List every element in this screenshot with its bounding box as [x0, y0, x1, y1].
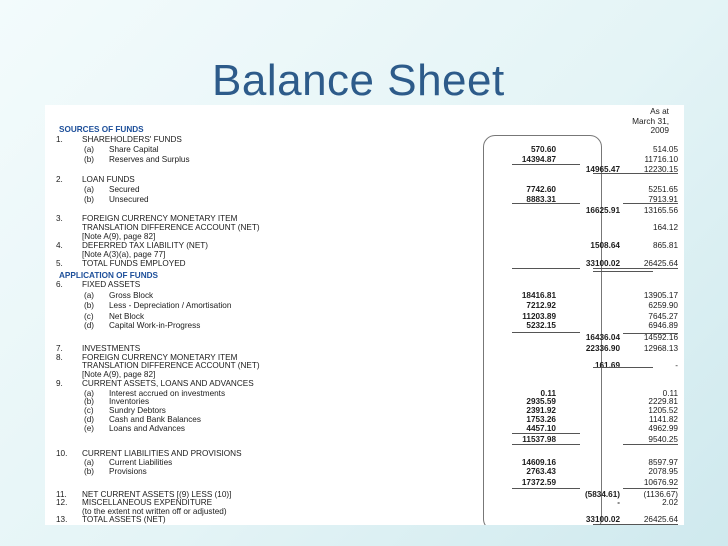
current-year-total-value: 33100.02: [585, 259, 620, 268]
sub-item-letter: (a): [84, 458, 95, 467]
current-year-total-value: 161.69: [594, 361, 620, 370]
total-underline: [623, 488, 678, 489]
current-year-detail-value: 2763.43: [526, 467, 556, 476]
table-row: [45, 145, 684, 155]
current-year-detail-value: 11203.89: [522, 312, 556, 321]
current-year-detail-value: 17372.59: [521, 478, 556, 487]
current-year-detail-value: 7212.92: [526, 301, 556, 310]
current-year-detail-value: 14609.16: [521, 458, 556, 467]
item-number: 7.: [56, 344, 63, 353]
row-label: Current Liabilities: [109, 458, 173, 467]
row-label: Secured: [109, 185, 140, 194]
row-label: Inventories: [109, 397, 150, 406]
previous-year-value: 5251.65: [648, 185, 678, 194]
row-label: Interest accrued on investments: [109, 389, 226, 398]
sub-item-letter: (e): [84, 424, 95, 433]
total-underline: [623, 524, 678, 525]
previous-year-value: 6259.90: [648, 301, 678, 310]
total-underline: [623, 173, 678, 174]
row-label: TOTAL ASSETS (NET): [82, 515, 166, 524]
table-row: [45, 379, 684, 389]
row-label: Share Capital: [109, 145, 159, 154]
current-year-detail-value: 18416.81: [521, 291, 556, 300]
current-year-total-value: 1508.64: [590, 241, 620, 250]
row-label: LOAN FUNDS: [82, 175, 135, 184]
table-row: [45, 515, 684, 525]
sub-item-letter: (a): [84, 145, 95, 154]
row-label: [Note A(9), page 82]: [82, 232, 156, 241]
item-number: 11.: [56, 490, 67, 499]
sub-item-letter: (a): [84, 185, 95, 194]
current-year-total-value: (5834.61): [584, 490, 620, 499]
total-underline: [512, 268, 580, 269]
previous-year-value: 14592.16: [643, 333, 678, 342]
row-label: DEFERRED TAX LIABILITY (NET): [82, 241, 209, 250]
previous-year-value: 1141.82: [649, 415, 678, 424]
previous-year-value: 26425.64: [643, 259, 678, 268]
header-line-3: 2009: [650, 125, 669, 136]
current-year-detail-value: 7742.60: [526, 185, 556, 194]
row-label: FOREIGN CURRENCY MONETARY ITEM: [82, 353, 238, 362]
previous-year-value: 13905.17: [643, 291, 678, 300]
current-year-detail-value: 2935.59: [526, 397, 556, 406]
table-row: [45, 259, 684, 269]
previous-year-value: 8597.97: [648, 458, 678, 467]
row-label: CURRENT ASSETS, LOANS AND ADVANCES: [82, 379, 254, 388]
table-row: [45, 301, 684, 311]
row-label: Cash and Bank Balances: [109, 415, 201, 424]
previous-year-value: (1136.67): [643, 490, 678, 499]
previous-year-value: 12968.13: [643, 344, 678, 353]
previous-year-value: 2229.81: [648, 397, 678, 406]
sub-item-letter: (b): [84, 397, 95, 406]
current-year-detail-value: 2391.92: [526, 406, 556, 415]
previous-year-value: 2.02: [662, 498, 678, 507]
row-label: [Note A(9), page 82]: [82, 370, 156, 379]
header-line-2: March 31,: [632, 115, 669, 126]
previous-year-value: 6946.89: [648, 321, 678, 330]
row-label: SHAREHOLDERS' FUNDS: [82, 135, 182, 144]
table-row: [45, 435, 684, 445]
total-underline: [512, 203, 580, 204]
previous-year-value: 1205.52: [648, 406, 678, 415]
previous-year-value: 10676.92: [643, 478, 678, 487]
row-label: Sundry Debtors: [109, 406, 166, 415]
row-label: TOTAL FUNDS EMPLOYED: [82, 259, 186, 268]
item-number: 1.: [56, 135, 63, 144]
row-label: NET CURRENT ASSETS [(9) LESS (10)]: [82, 490, 232, 499]
current-year-detail-value: 8883.31: [526, 195, 556, 204]
row-label: [Note A(3)(a), page 77]: [82, 250, 166, 259]
sub-item-letter: (b): [84, 155, 95, 164]
row-label: Provisions: [109, 467, 147, 476]
row-label: CURRENT LIABILITIES AND PROVISIONS: [82, 449, 242, 458]
table-row: [45, 165, 684, 175]
previous-year-value: 9540.25: [648, 435, 678, 444]
row-label: TRANSLATION DIFFERENCE ACCOUNT (NET): [82, 361, 260, 370]
current-year-total-value: 14965.47: [585, 165, 620, 174]
table-row: [45, 155, 684, 165]
previous-year-value: 7913.91: [648, 195, 678, 204]
item-number: 9.: [56, 379, 63, 388]
row-label: Capital Work-in-Progress: [109, 321, 201, 330]
current-year-detail-value: 570.60: [530, 145, 556, 154]
current-year-total-value: 16625.91: [585, 206, 620, 215]
row-label: INVESTMENTS: [82, 344, 141, 353]
item-number: 5.: [56, 259, 63, 268]
previous-year-value: 2078.95: [648, 467, 678, 476]
total-underline: [512, 164, 580, 165]
table-row: [45, 280, 684, 290]
row-label: Loans and Advances: [109, 424, 186, 433]
current-year-total-value: 22336.90: [585, 344, 620, 353]
sub-item-letter: (c): [84, 312, 94, 321]
previous-year-value: 26425.64: [643, 515, 678, 524]
header-line-1: As at: [650, 106, 669, 116]
total-underline: [593, 367, 653, 368]
current-year-detail-value: 4457.10: [526, 424, 556, 433]
row-label: Gross Block: [109, 291, 154, 300]
previous-year-value: 514.05: [652, 145, 678, 154]
previous-year-value: -: [675, 361, 678, 370]
previous-year-value: 11716.10: [644, 155, 678, 164]
total-underline: [593, 271, 653, 272]
row-label: FIXED ASSETS: [82, 280, 141, 289]
item-number: 10.: [56, 449, 68, 458]
previous-year-value: 7645.27: [648, 312, 678, 321]
item-number: 4.: [56, 241, 63, 250]
current-year-detail-value: 0.11: [540, 389, 556, 398]
previous-year-value: 0.11: [662, 389, 678, 398]
total-underline: [623, 268, 678, 269]
sub-item-letter: (a): [84, 291, 95, 300]
total-underline: [623, 444, 678, 445]
sub-item-letter: (a): [84, 389, 95, 398]
row-label: (to the extent not written off or adjusted): [82, 507, 227, 516]
item-number: 6.: [56, 280, 63, 289]
current-year-total-value: -: [617, 498, 620, 507]
table-row: [45, 185, 684, 195]
sub-item-letter: (c): [84, 406, 94, 415]
section-heading: [45, 125, 684, 135]
total-underline: [623, 333, 678, 334]
previous-year-value: 865.81: [652, 241, 678, 250]
total-underline: [512, 488, 580, 489]
current-year-detail-value: 14394.87: [521, 155, 556, 164]
item-number: 8.: [56, 353, 63, 362]
row-label: APPLICATION OF FUNDS: [59, 271, 159, 280]
sub-item-letter: (b): [84, 195, 95, 204]
sub-item-letter: (d): [84, 415, 95, 424]
row-label: Net Block: [109, 312, 145, 321]
current-year-total-value: 16436.04: [585, 333, 620, 342]
row-label: SOURCES OF FUNDS: [59, 125, 144, 134]
balance-sheet-table: [45, 105, 684, 525]
row-label: Reserves and Surplus: [109, 155, 190, 164]
table-row: [45, 321, 684, 331]
previous-year-value: 4962.99: [648, 424, 678, 433]
row-label: Unsecured: [109, 195, 149, 204]
row-label: MISCELLANEOUS EXPENDITURE: [82, 498, 213, 507]
total-underline: [512, 332, 580, 333]
item-number: 2.: [56, 175, 63, 184]
current-year-detail-value: 5232.15: [526, 321, 556, 330]
table-row: [45, 333, 684, 343]
sub-item-letter: (b): [84, 467, 95, 476]
row-label: Less - Depreciation / Amortisation: [109, 301, 232, 310]
total-underline: [512, 433, 580, 434]
row-label: TRANSLATION DIFFERENCE ACCOUNT (NET): [82, 223, 260, 232]
table-row: [45, 195, 684, 205]
table-row: [45, 467, 684, 477]
current-year-detail-value: 11537.98: [522, 435, 556, 444]
item-number: 12.: [56, 498, 68, 507]
current-year-detail-value: 1753.26: [526, 415, 556, 424]
sub-item-letter: (d): [84, 321, 95, 330]
sub-item-letter: (b): [84, 301, 95, 310]
item-number: 3.: [56, 214, 63, 223]
previous-year-value: 164.12: [652, 223, 678, 232]
current-year-total-value: 33100.02: [585, 515, 620, 524]
table-row: [45, 478, 684, 488]
total-underline: [512, 444, 580, 445]
row-label: FOREIGN CURRENCY MONETARY ITEM: [82, 214, 238, 223]
table-row: [45, 135, 684, 145]
slide-title: Balance Sheet: [212, 56, 505, 105]
previous-year-value: 12230.15: [643, 165, 678, 174]
table-row: [45, 175, 684, 185]
previous-year-value: 13165.56: [643, 206, 678, 215]
item-number: 13.: [56, 515, 68, 524]
table-row: [45, 424, 684, 434]
total-underline: [623, 203, 678, 204]
table-row: [45, 291, 684, 301]
